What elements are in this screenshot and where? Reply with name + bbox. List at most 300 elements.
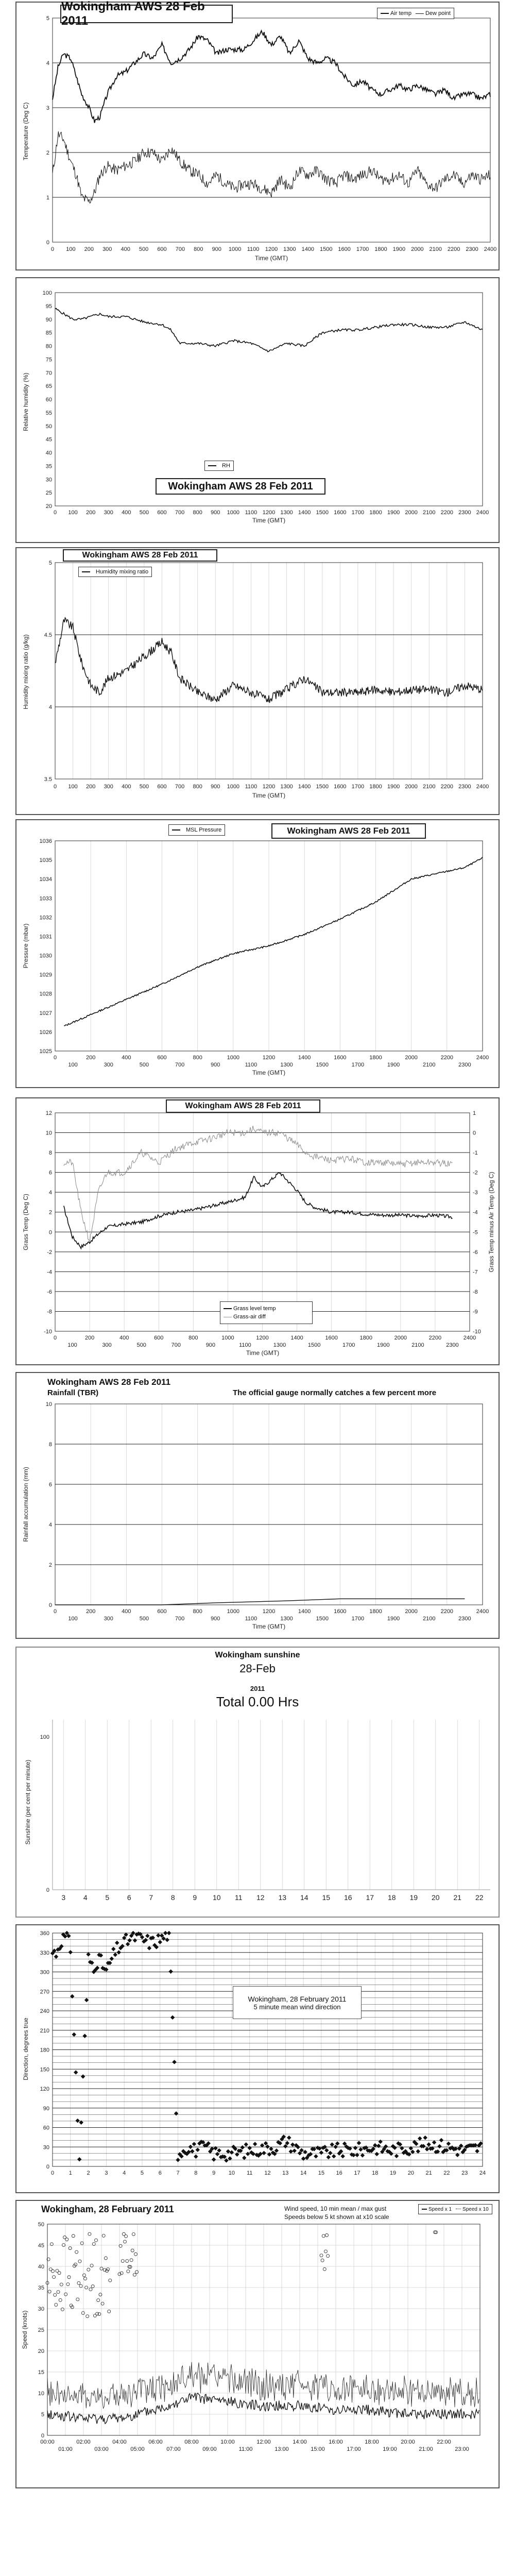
- humidity-chart: [16, 278, 499, 542]
- rainfall-chart-panel: [15, 1372, 500, 1639]
- x-tick-label: 1200: [262, 784, 276, 790]
- legend-grass-air-diff: Grass-air diff: [233, 1314, 266, 1320]
- gust-series-line: [47, 2362, 479, 2409]
- wind-direction-point: [158, 1940, 162, 1944]
- y-tick-label: 25: [38, 2327, 44, 2333]
- x-tick-label: 20:00: [401, 2439, 415, 2445]
- x-tick-label: 1800: [369, 784, 382, 790]
- x-tick-label: 500: [139, 784, 149, 790]
- x-tick-label: 06:00: [148, 2439, 163, 2445]
- x-axis-label: Time (GMT): [252, 792, 286, 799]
- chart-legend: [418, 2204, 492, 2214]
- chart-subtitle: Rainfall (TBR): [47, 1388, 99, 1397]
- wind-direction-point: [247, 2146, 251, 2150]
- x-tick-label: 09:00: [202, 2446, 217, 2452]
- x-tick-label: 22:00: [437, 2439, 451, 2445]
- chart-title: Wokingham AWS 28 Feb 2011: [47, 1377, 171, 1387]
- x-axis-label: Time (GMT): [252, 1069, 286, 1076]
- y2-tick-label: -3: [473, 1190, 478, 1196]
- y-tick-label: 30: [38, 2306, 44, 2312]
- wind-direction-point: [426, 2142, 431, 2146]
- wind-direction-point: [432, 2140, 436, 2144]
- x-tick-label: 5: [105, 1893, 110, 1902]
- x-tick-label: 4: [83, 1893, 88, 1902]
- speed-x10-point: [59, 2298, 62, 2301]
- y-tick-label: 0: [48, 1229, 52, 1236]
- legend-speed-x10: Speed x 10: [462, 2206, 489, 2212]
- wind-speed-chart: [16, 2201, 499, 2487]
- x-tick-label: 1100: [245, 1062, 258, 1068]
- x-tick-label: 1300: [273, 1342, 286, 1348]
- x-tick-label: 0: [50, 246, 55, 252]
- x-tick-label: 1300: [280, 1062, 293, 1068]
- speed-x10-point: [321, 2259, 324, 2262]
- x-tick-label: 1500: [316, 1616, 329, 1622]
- y-tick-label: 25: [45, 490, 52, 497]
- x-tick-label: 1000: [227, 1055, 240, 1061]
- x-tick-label: 7: [149, 1893, 153, 1902]
- wind-direction-point: [447, 2142, 451, 2146]
- x-tick-label: 1900: [377, 1342, 390, 1348]
- x-tick-label: 1500: [320, 246, 333, 252]
- wind-direction-chart: [16, 1925, 499, 2192]
- y-tick-label: 100: [42, 290, 52, 296]
- x-tick-label: 800: [194, 246, 203, 252]
- x-tick-label: 2400: [476, 784, 489, 790]
- x-tick-label: 1200: [265, 246, 278, 252]
- wind-direction-point: [115, 1941, 119, 1945]
- x-tick-label: 1400: [301, 246, 315, 252]
- speed-x10-point: [80, 2242, 83, 2245]
- x-axis-label: Time (GMT): [252, 1623, 286, 1630]
- x-tick-label: 2300: [466, 246, 478, 252]
- wind-direction-point: [418, 2136, 422, 2140]
- y-tick-label: 12: [45, 1110, 52, 1116]
- wind-direction-point: [74, 2070, 78, 2074]
- x-tick-label: 1600: [334, 1608, 347, 1615]
- x-tick-label: 600: [157, 1055, 167, 1061]
- x-tick-label: 2400: [484, 246, 497, 252]
- wind-direction-point: [374, 2152, 379, 2156]
- wind-direction-point: [423, 2136, 427, 2140]
- x-tick-label: 500: [139, 1616, 149, 1622]
- x-tick-label: 1800: [369, 1055, 382, 1061]
- x-tick-label: 1400: [298, 784, 311, 790]
- speed-x10-point: [125, 2235, 128, 2238]
- y-tick-label: 10: [45, 1401, 52, 1408]
- y-tick-label: 150: [40, 2066, 49, 2073]
- y-tick-label: 4: [48, 1522, 52, 1528]
- x-tick-label: 500: [136, 1342, 146, 1348]
- x-tick-label: 0: [53, 1055, 57, 1061]
- x-tick-label: 22: [475, 1893, 484, 1902]
- x-tick-label: 300: [104, 510, 113, 516]
- y-tick-label: -2: [47, 1249, 52, 1256]
- x-tick-label: 1400: [290, 1335, 303, 1341]
- speed-x10-point: [320, 2254, 323, 2257]
- x-tick-label: 9: [193, 1893, 197, 1902]
- y2-tick-label: 1: [473, 1110, 476, 1116]
- x-tick-label: 08:00: [184, 2439, 199, 2445]
- wind-direction-point: [156, 1933, 160, 1937]
- x-tick-label: 15: [318, 2170, 324, 2176]
- y-tick-label: 0: [46, 240, 49, 246]
- chart-title-box: [233, 1986, 362, 2019]
- pressure-chart-panel: [15, 819, 500, 1088]
- speed-x10-point: [323, 2267, 326, 2270]
- y-tick-label: 1: [46, 195, 49, 201]
- wind-direction-point: [212, 2157, 216, 2161]
- wind-direction-point: [192, 2142, 196, 2146]
- plot-area-frame: [53, 18, 490, 242]
- x-tick-label: 1: [68, 2170, 72, 2176]
- x-tick-label: 1100: [245, 510, 258, 516]
- x-tick-label: 500: [139, 510, 149, 516]
- y-tick-label: 210: [40, 2027, 49, 2034]
- x-tick-label: 1800: [369, 1608, 382, 1615]
- speed-x10-point: [84, 2277, 87, 2280]
- x-tick-label: 800: [193, 1608, 202, 1615]
- x-tick-label: 1300: [280, 510, 293, 516]
- dew-point-series-line: [53, 131, 490, 203]
- chart-legend: [377, 8, 454, 19]
- chart-legend: [220, 1301, 313, 1324]
- y-tick-label: 330: [40, 1950, 49, 1956]
- y-tick-label: 360: [40, 1930, 49, 1937]
- x-tick-label: 200: [85, 1608, 96, 1615]
- x-tick-label: 14:00: [293, 2439, 307, 2445]
- x-tick-label: 2100: [423, 1062, 436, 1068]
- wind-direction-point: [113, 1953, 117, 1957]
- speed-x10-point: [135, 2270, 139, 2274]
- x-tick-label: 1200: [262, 510, 276, 516]
- wind-direction-point: [394, 2154, 399, 2158]
- x-tick-label: 1100: [245, 1616, 258, 1622]
- x-tick-label: 20: [407, 2170, 414, 2176]
- x-tick-label: 1600: [334, 510, 347, 516]
- x-tick-label: 0: [53, 510, 57, 516]
- speed-x10-point: [60, 2283, 63, 2286]
- chart-desc-1: Wind speed, 10 min mean / max gust: [284, 2205, 387, 2212]
- wind-direction-chart-panel: [15, 1924, 500, 2193]
- y-axis-label: Rainfall accumulation (mm): [22, 1467, 29, 1542]
- y-axis-label: Sunshine (per cent per minute): [24, 1759, 31, 1845]
- chart-title: Wokingham AWS 28 Feb 2011: [60, 5, 233, 23]
- wind-direction-point: [172, 2060, 176, 2064]
- y-tick-label: 240: [40, 2008, 49, 2014]
- y-tick-label: 1029: [39, 972, 52, 978]
- speed-x10-point: [97, 2299, 100, 2302]
- y-tick-label: 1031: [39, 934, 52, 940]
- x-tick-label: 1600: [334, 1055, 347, 1061]
- speed-x10-point: [109, 2279, 112, 2282]
- x-tick-label: 2100: [411, 1342, 424, 1348]
- speed-x10-point: [90, 2264, 93, 2267]
- x-tick-label: 2000: [394, 1335, 407, 1341]
- speed-x10-point: [82, 2274, 85, 2277]
- x-tick-label: 1500: [316, 784, 329, 790]
- x-tick-label: 1000: [227, 784, 240, 790]
- x-tick-label: 500: [139, 246, 149, 252]
- x-tick-label: 400: [122, 1055, 131, 1061]
- x-tick-label: 3: [105, 2170, 108, 2176]
- x-tick-label: 23: [461, 2170, 468, 2176]
- y-tick-label: 0: [41, 2433, 44, 2439]
- temperature-chart: [16, 3, 499, 269]
- y-axis-label: Grass Temp minus Air Temp (Deg C): [488, 1172, 495, 1273]
- x-tick-label: 20: [431, 1893, 440, 1902]
- x-tick-label: 13: [282, 2170, 289, 2176]
- x-tick-label: 2400: [476, 1608, 489, 1615]
- x-tick-label: 19: [389, 2170, 397, 2176]
- x-tick-label: 700: [175, 246, 185, 252]
- x-tick-label: 12:00: [256, 2439, 271, 2445]
- y2-tick-label: -10: [473, 1329, 481, 1335]
- wind-direction-point: [246, 2151, 250, 2156]
- x-tick-label: 800: [193, 1055, 202, 1061]
- x-tick-label: 1500: [307, 1342, 321, 1348]
- wind-direction-point: [145, 1934, 149, 1938]
- x-tick-label: 2: [87, 2170, 90, 2176]
- speed-x10-point: [121, 2260, 124, 2263]
- wind-direction-point: [425, 2147, 429, 2151]
- y-tick-label: 30: [45, 477, 52, 483]
- x-tick-label: 04:00: [112, 2439, 127, 2445]
- x-tick-label: 300: [102, 246, 112, 252]
- x-tick-label: 300: [104, 1616, 113, 1622]
- y-tick-label: 4.5: [44, 632, 52, 638]
- speed-x10-point: [102, 2234, 105, 2237]
- x-tick-label: 0: [53, 1335, 57, 1341]
- y-tick-label: 1030: [39, 953, 52, 959]
- x-tick-label: 1200: [262, 1608, 276, 1615]
- y-tick-label: 75: [45, 357, 52, 363]
- legend-air-temp: Air temp: [390, 10, 411, 16]
- x-axis-label: Time (GMT): [246, 1349, 280, 1357]
- x-tick-label: 400: [122, 1608, 131, 1615]
- y-tick-label: 4: [48, 704, 52, 710]
- x-tick-label: 02:00: [76, 2439, 91, 2445]
- y-tick-label: 90: [45, 316, 52, 323]
- x-tick-label: 1400: [298, 1055, 311, 1061]
- x-tick-label: 2200: [440, 784, 454, 790]
- y-tick-label: 6: [48, 1170, 52, 1176]
- y-tick-label: 4: [46, 60, 49, 66]
- x-tick-label: 03:00: [94, 2446, 109, 2452]
- x-tick-label: 1700: [351, 784, 365, 790]
- x-tick-label: 1600: [338, 246, 351, 252]
- y-tick-label: 90: [43, 2105, 49, 2112]
- chart-title: Wokingham AWS 28 Feb 2011: [63, 549, 217, 562]
- x-tick-label: 13: [278, 1893, 287, 1902]
- y-tick-label: 20: [45, 503, 52, 510]
- y-axis-label: Speed (knots): [21, 2310, 28, 2349]
- speed-x10-point: [49, 2268, 52, 2271]
- x-tick-label: 200: [84, 246, 94, 252]
- x-tick-label: 18: [372, 2170, 379, 2176]
- x-tick-label: 600: [154, 1335, 164, 1341]
- y-tick-label: 35: [38, 2285, 44, 2291]
- x-tick-label: 900: [205, 1342, 216, 1348]
- speed-x10-point: [127, 2270, 130, 2273]
- wind-direction-point: [167, 1931, 171, 1935]
- chart-title: Wokingham AWS 28 Feb 2011: [271, 823, 426, 839]
- y-axis-label: Relative humidity (%): [22, 372, 29, 431]
- y-tick-label: 40: [45, 450, 52, 456]
- chart-desc-2: Speeds below 5 kt shown at x10 scale: [284, 2213, 389, 2221]
- wind-direction-point: [111, 1947, 115, 1951]
- wind-direction-point: [224, 2158, 228, 2162]
- y-tick-label: 0: [46, 2164, 49, 2170]
- x-tick-label: 200: [85, 784, 96, 790]
- wind-direction-point: [242, 2156, 246, 2160]
- x-tick-label: 15: [322, 1893, 331, 1902]
- rh-series-line: [55, 309, 483, 352]
- x-tick-label: 1200: [256, 1335, 269, 1341]
- x-tick-label: 1500: [316, 1062, 329, 1068]
- x-tick-label: 1100: [247, 246, 260, 252]
- speed-x10-point: [325, 2233, 329, 2236]
- x-tick-label: 100: [68, 510, 78, 516]
- rainfall-series-line: [55, 1599, 465, 1605]
- x-tick-label: 2300: [458, 1062, 471, 1068]
- y-tick-label: 45: [45, 436, 52, 443]
- x-tick-label: 10: [212, 1893, 221, 1902]
- y2-tick-label: -8: [473, 1289, 478, 1295]
- x-tick-label: 7: [176, 2170, 180, 2176]
- x-tick-label: 16: [344, 1893, 352, 1902]
- x-tick-label: 1700: [356, 246, 369, 252]
- y2-tick-label: -1: [473, 1150, 478, 1157]
- speed-x10-point: [62, 2244, 65, 2247]
- x-tick-label: 1000: [227, 1608, 240, 1615]
- speed-x10-point: [324, 2250, 327, 2253]
- wind-direction-point: [170, 2015, 175, 2020]
- y-axis-label: Direction, degrees true: [22, 2018, 29, 2080]
- x-tick-label: 2200: [440, 1055, 454, 1061]
- x-tick-label: 6: [158, 2170, 162, 2176]
- chart-subtitle: 5 minute mean wind direction: [253, 2003, 341, 2011]
- speed-x10-point: [68, 2247, 72, 2250]
- speed-x10-point: [132, 2233, 135, 2236]
- x-tick-label: 13:00: [274, 2446, 289, 2452]
- wind-direction-point: [301, 2157, 305, 2161]
- speed-x10-point: [322, 2234, 325, 2238]
- wind-direction-point: [332, 2154, 336, 2158]
- x-tick-label: 1700: [351, 1062, 365, 1068]
- x-tick-label: 1500: [316, 510, 329, 516]
- wind-direction-point: [77, 2157, 81, 2161]
- wind-direction-point: [327, 2155, 331, 2159]
- chart-year: 2011: [250, 1685, 265, 1692]
- speed-x10-point: [57, 2291, 60, 2294]
- x-tick-label: 1300: [280, 784, 293, 790]
- y-axis-label: Grass Temp (Deg C): [22, 1194, 29, 1250]
- y-tick-label: 60: [43, 2125, 49, 2131]
- x-tick-label: 23:00: [455, 2446, 469, 2452]
- y-tick-label: 40: [38, 2264, 44, 2270]
- x-tick-label: 2300: [458, 510, 471, 516]
- speed-x10-point: [72, 2234, 75, 2238]
- x-tick-label: 600: [157, 510, 167, 516]
- wind-direction-point: [328, 2151, 332, 2155]
- x-tick-label: 100: [68, 1062, 78, 1068]
- y-tick-label: 6: [48, 1482, 52, 1488]
- speed-x10-point: [104, 2257, 107, 2260]
- x-tick-label: 1100: [245, 784, 258, 790]
- speed-x10-point: [65, 2238, 68, 2241]
- x-tick-label: 0: [53, 784, 57, 790]
- wind-direction-point: [217, 2148, 221, 2153]
- pressure-chart: [16, 820, 499, 1087]
- speed-x10-point: [89, 2288, 92, 2291]
- chart-legend: [168, 824, 225, 836]
- x-tick-label: 05:00: [130, 2446, 145, 2452]
- x-tick-label: 21: [425, 2170, 432, 2176]
- wind-direction-point: [353, 2146, 357, 2150]
- y-tick-label: 60: [45, 397, 52, 403]
- grass-temp-series-line: [64, 1173, 453, 1248]
- wind-direction-point: [168, 1970, 173, 1974]
- wind-direction-point: [194, 2155, 198, 2159]
- x-tick-label: 4: [123, 2170, 126, 2176]
- y-tick-label: 55: [45, 410, 52, 416]
- speed-x10-point: [79, 2284, 82, 2287]
- wind-direction-point: [290, 2143, 295, 2147]
- speed-x10-point: [81, 2312, 84, 2315]
- x-tick-label: 6: [127, 1893, 131, 1902]
- mixing-ratio-chart-panel: [15, 547, 500, 815]
- x-tick-label: 16: [336, 2170, 342, 2176]
- x-tick-label: 18: [387, 1893, 396, 1902]
- x-tick-label: 14: [300, 1893, 308, 1902]
- wind-direction-point: [475, 2149, 479, 2153]
- x-tick-label: 1700: [351, 1616, 365, 1622]
- x-tick-label: 11:00: [238, 2446, 253, 2452]
- y-tick-label: 2: [48, 1562, 52, 1568]
- wind-direction-point: [319, 2150, 323, 2155]
- wind-direction-point: [75, 2119, 79, 2123]
- y-tick-label: 1025: [39, 1048, 52, 1055]
- x-tick-label: 400: [122, 784, 131, 790]
- x-tick-label: 12: [264, 2170, 271, 2176]
- wind-direction-point: [330, 2142, 334, 2146]
- x-tick-label: 900: [211, 510, 220, 516]
- y-tick-label: 35: [45, 463, 52, 470]
- chart-title: Wokingham sunshine: [215, 1651, 300, 1659]
- sunshine-total: Total 0.00 Hrs: [216, 1694, 299, 1709]
- y2-tick-label: -6: [473, 1249, 478, 1256]
- y-tick-label: 65: [45, 383, 52, 390]
- y-tick-label: 80: [45, 343, 52, 350]
- x-tick-label: 07:00: [166, 2446, 181, 2452]
- rainfall-chart: [16, 1373, 499, 1638]
- wind-direction-point: [54, 1955, 58, 1959]
- wind-direction-point: [86, 1952, 90, 1956]
- chart-legend: [204, 461, 234, 471]
- y-tick-label: 20: [38, 2348, 44, 2354]
- x-tick-label: 700: [171, 1342, 181, 1348]
- grass-air-diff-series-line: [64, 1126, 453, 1244]
- x-tick-label: 14: [300, 2170, 307, 2176]
- wind-direction-point: [357, 2141, 361, 2145]
- x-tick-label: 200: [85, 510, 96, 516]
- x-tick-label: 2200: [440, 510, 454, 516]
- y-tick-label: 1034: [39, 876, 52, 883]
- y-tick-label: 2: [46, 150, 49, 156]
- wind-direction-point: [110, 1957, 114, 1961]
- x-tick-label: 600: [157, 1608, 167, 1615]
